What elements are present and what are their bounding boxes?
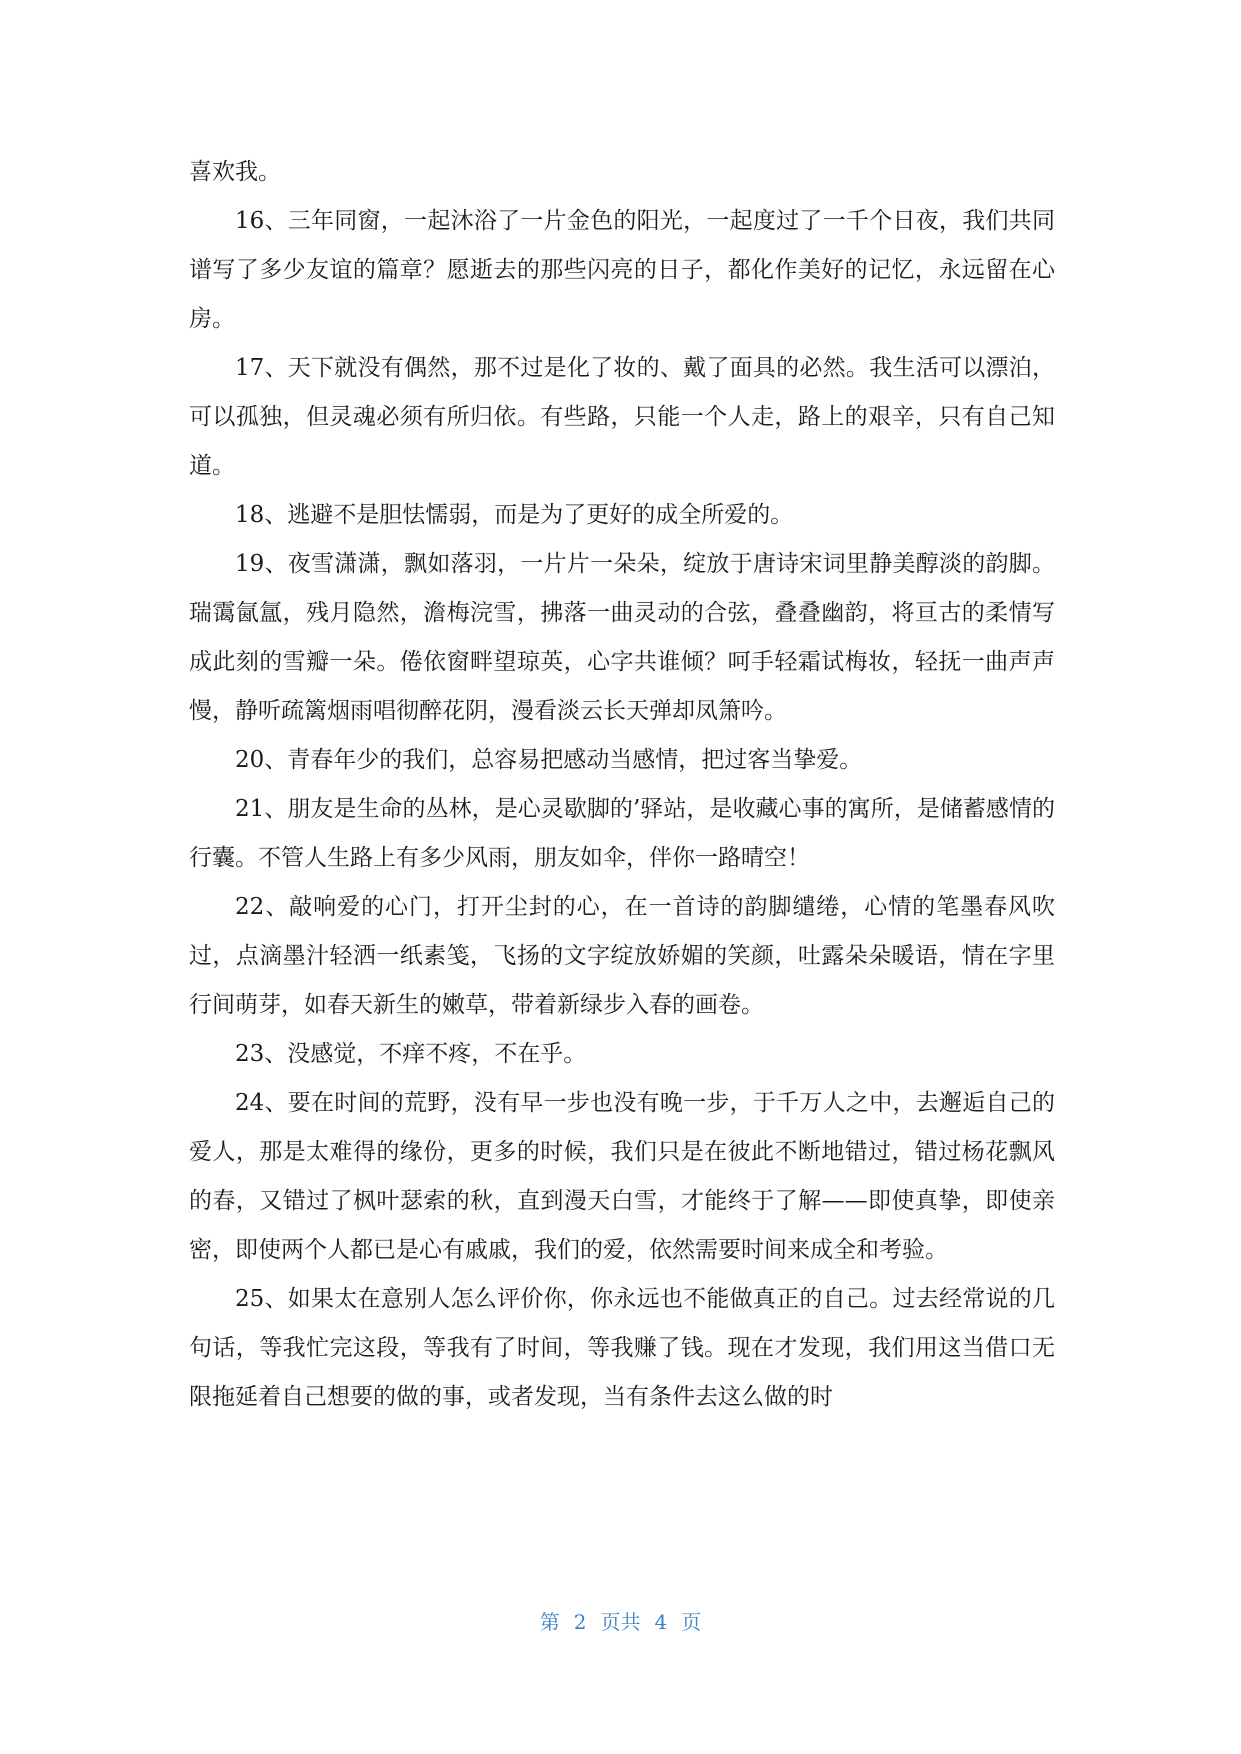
- paragraph-17: 17、天下就没有偶然，那不过是化了妆的、戴了面具的必然。我生活可以漂泊，可以孤独，但灵魂必须有所归依。有些路，只能一个人走，路上的艰辛，只有自己知道。: [189, 355, 1055, 479]
- footer-total-pages: 4: [654, 1610, 668, 1634]
- footer-suffix: 页: [681, 1610, 702, 1634]
- paragraph-24: 24、要在时间的荒野，没有早一步也没有晚一步，于千万人之中，去邂逅自己的爱人，那是太难得的缘份，更多的时候，我们只是在彼此不断地错过，错过杨花飘风的春，又错过了枫叶瑟索的秋，直到漫天白雪，才能终于了解——即使真挚，即使亲密，即使两个人都已是心有戚戚，我们的爱，依然需要时间来成全和考验。: [189, 1090, 1055, 1263]
- footer-current-page: 2: [573, 1610, 587, 1634]
- paragraph-23: 23、没感觉，不痒不疼，不在乎。: [235, 1041, 587, 1067]
- paragraph-22: 22、敲响爱的心门，打开尘封的心，在一首诗的韵脚缱绻，心情的笔墨春风吹过，点滴墨汁轻洒一纸素笺，飞扬的文字绽放娇媚的笑颜，吐露朵朵暖语，情在字里行间萌芽，如春天新生的嫩草，带着新绿步入春的画卷。: [189, 894, 1055, 1018]
- paragraph-21: 21、朋友是生命的丛林，是心灵歇脚的’驿站，是收藏心事的寓所，是储蓄感情的行囊。不管人生路上有多少风雨，朋友如伞，伴你一路晴空！: [189, 796, 1055, 871]
- paragraph-continuation: 喜欢我。: [189, 159, 281, 185]
- footer-middle: 页共: [600, 1610, 641, 1634]
- paragraph-25: 25、如果太在意别人怎么评价你，你永远也不能做真正的自己。过去经常说的几句话，等我忙完这段，等我有了时间，等我赚了钱。现在才发现，我们用这当借口无限拖延着自己想要的做的事，或者发现，当有条件去这么做的时: [189, 1286, 1055, 1410]
- paragraph-16: 16、三年同窗，一起沐浴了一片金色的阳光，一起度过了一千个日夜，我们共同谱写了多少友谊的篇章？愿逝去的那些闪亮的日子，都化作美好的记忆，永远留在心房。: [189, 208, 1055, 332]
- page-footer: [0, 1606, 1241, 1635]
- paragraph-19: 19、夜雪潇潇，飘如落羽，一片片一朵朵，绽放于唐诗宋词里静美醇淡的韵脚。瑞霭氤氲，残月隐然，澹梅浣雪，拂落一曲灵动的合弦，叠叠幽韵，将亘古的柔情写成此刻的雪瓣一朵。倦依窗畔望琼英，心字共谁倾？呵手轻霜试梅妆，轻抚一曲声声慢，静听疏篱烟雨唱彻醉花阴，漫看淡云长天弹却凤箫吟。: [189, 551, 1055, 724]
- paragraph-18: 18、逃避不是胆怯懦弱，而是为了更好的成全所爱的。: [235, 502, 794, 528]
- footer-prefix: 第: [539, 1610, 560, 1634]
- body-text: [189, 148, 1055, 1422]
- paragraph-20: 20、青春年少的我们，总容易把感动当感情，把过客当挚爱。: [235, 747, 863, 773]
